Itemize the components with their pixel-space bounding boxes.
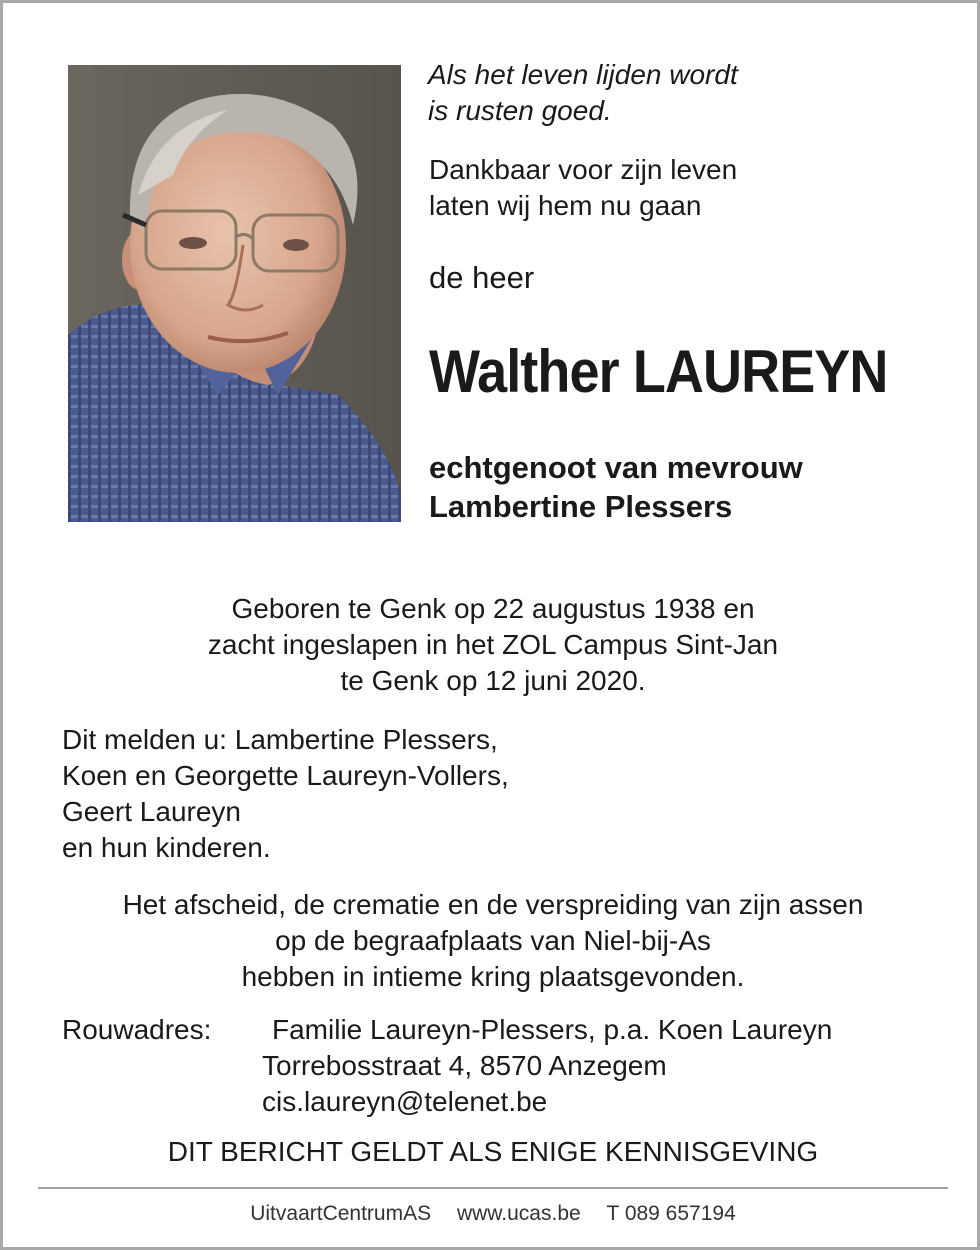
birth-death-line: te Genk op 12 juni 2020. [340,665,646,696]
address-label: Rouwadres: [62,1014,212,1045]
farewell-line: op de begraafplaats van Niel-bij-As [275,925,711,956]
footer-divider [38,1187,948,1189]
birth-death-info [3,591,980,699]
contact-email: cis.laureyn@telenet.be [262,1086,548,1117]
address-line: Familie Laureyn-Plessers, p.a. Koen Laureyn [272,1014,833,1045]
farewell-line: hebben in intieme kring plaatsgevonden. [241,961,745,992]
footer-website: www.ucas.be [456,1202,581,1225]
announcement-line: Dit melden u: Lambertine Plessers, [62,724,498,755]
spouse-line: echtgenoot van mevrouw [429,450,803,485]
farewell-line: Het afscheid, de crematie en de verspreiding van zijn assen [122,889,864,920]
spouse-line: Lambertine Plessers [429,489,733,524]
poem-quote [428,57,738,129]
announcement-line: Koen en Georgette Laureyn-Vollers, [62,760,509,791]
official-notice: DIT BERICHT GELDT ALS ENIGE KENNISGEVING [167,1136,819,1167]
announcement-line: Geert Laureyn [62,796,241,827]
spouse-info [429,448,803,526]
farewell-info [3,887,980,995]
address-line: Torrebosstraat 4, 8570 Anzegem [262,1050,667,1081]
deceased-name: Walther LAUREYN [429,338,888,405]
footer-company: UitvaartCentrumAS [250,1202,432,1225]
family-announcement [62,722,509,866]
gratitude-line: laten wij hem nu gaan [429,190,702,221]
birth-death-line: Geboren te Genk op 22 augustus 1938 en [231,593,755,624]
gratitude-line: Dankbaar voor zijn leven [429,154,738,185]
gratitude-text [429,152,737,224]
portrait-photo [68,65,401,522]
poem-line: is rusten goed. [428,95,612,126]
mourning-address [262,1012,832,1120]
footer-phone: T 089 657194 [606,1202,736,1225]
announcement-line: en hun kinderen. [62,832,271,863]
birth-death-line: zacht ingeslapen in het ZOL Campus Sint-Jan [207,629,779,660]
footer [3,1199,980,1229]
poem-line: Als het leven lijden wordt [428,59,738,90]
honorific: de heer [429,260,535,295]
